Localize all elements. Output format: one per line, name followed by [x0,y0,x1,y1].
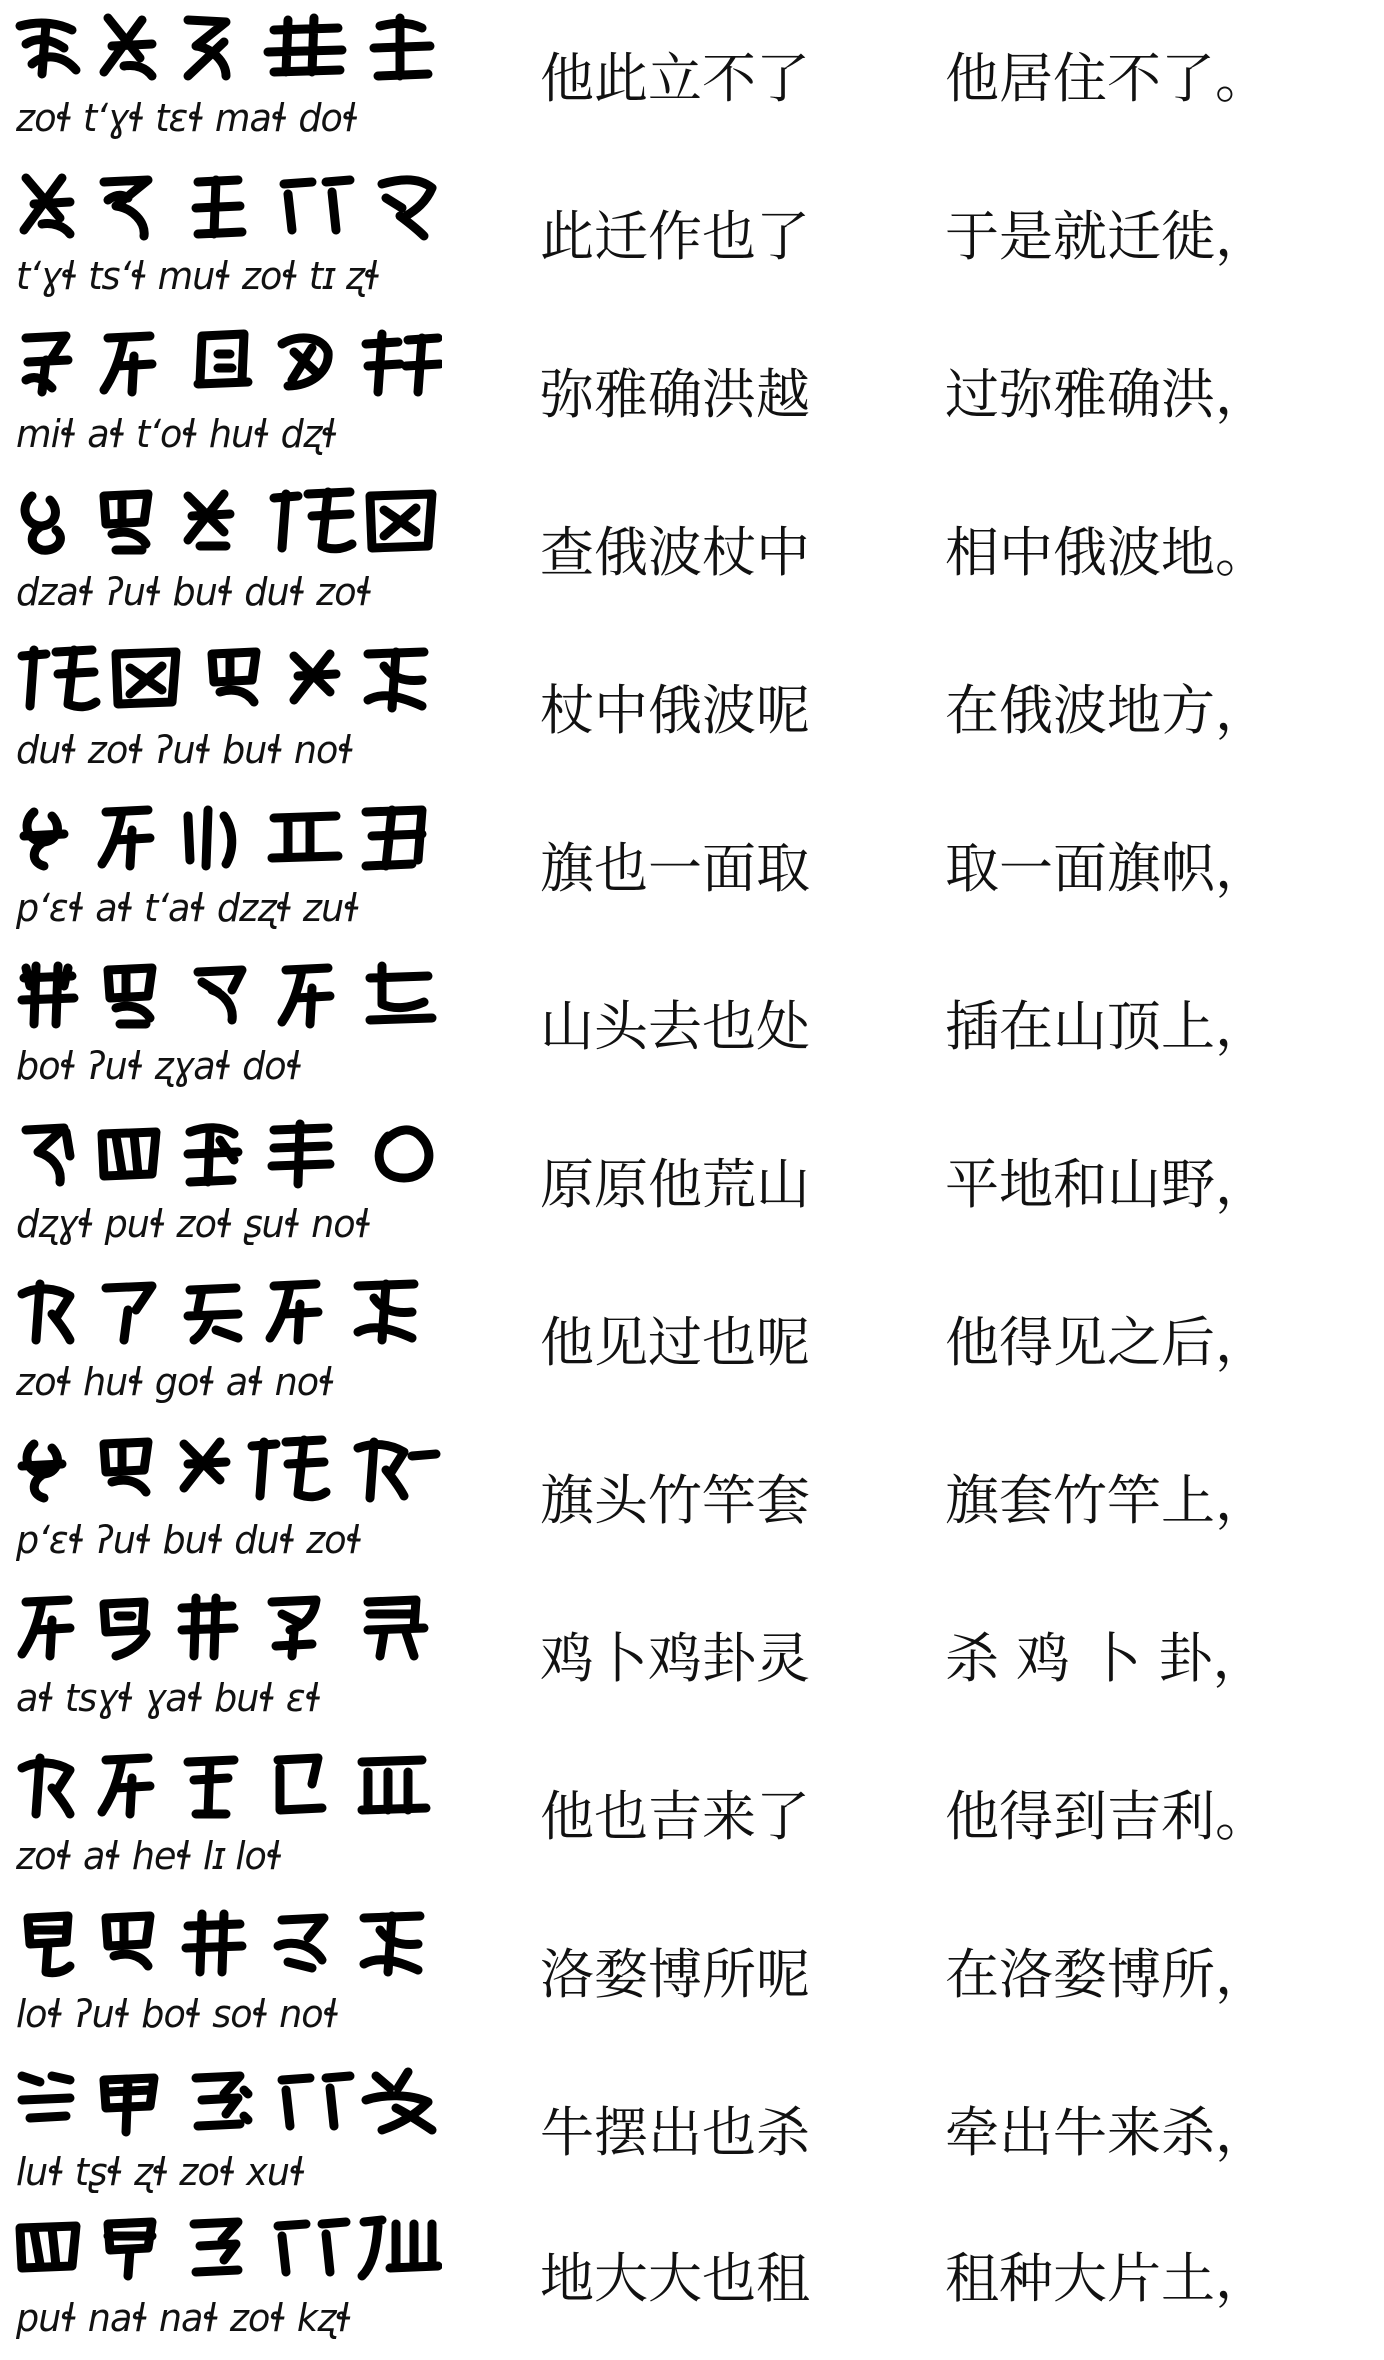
verse-row [0,2200,1384,2358]
word-gloss: 他见过也呢 [540,1311,810,1374]
translation: 于是就迁徙， [945,205,1269,268]
romanization: puɬ naɬ naɬ ᴢoɬ kʐɬ [16,2296,352,2340]
verse-row [0,632,1384,790]
romanization: dzaɬ ʔuɬ buɬ duɬ zoɬ [16,570,373,614]
yi-glyphs-image [12,164,442,246]
word-gloss: 牛摆出也杀 [540,2101,810,2164]
verse-row [0,2054,1384,2212]
word-gloss: 洛婺博所呢 [540,1943,810,2006]
word-gloss: 山头去也处 [540,995,810,1058]
romanization: dʐɣɬ puɬ ᴢoɬ ʂuɬ noɬ [16,1202,372,1246]
yi-glyphs-image [12,1902,442,1984]
verse-row [0,948,1384,1106]
translation: 旗套竹竿上， [945,1469,1269,1532]
yi-glyphs-image [12,954,442,1036]
verse-row [0,0,1384,158]
word-gloss: 原原他荒山 [540,1153,810,1216]
translation: 过弥雅确洪， [945,363,1269,426]
yi-script-line [12,638,442,784]
romanization: duɬ zoɬ ʔuɬ buɬ noɬ [16,728,355,772]
yi-script-line [12,2206,442,2352]
translation: 相中俄波地。 [945,521,1269,584]
verse-row [0,158,1384,316]
word-gloss: 鸡卜鸡卦灵 [540,1627,810,1690]
yi-script-line [12,1902,442,2048]
romanization: tʻɣɬ tsʻɬ muɬ ᴢoɬ tɪ ʐɬ [16,254,381,298]
translation: 他得到吉利。 [945,1785,1269,1848]
romanization: ᴢoɬ aɬ heɬ lɪ loɬ [16,1834,283,1878]
word-gloss: 杖中俄波呢 [540,679,810,742]
yi-glyphs-image [12,322,442,404]
translation: 他居住不了。 [945,47,1269,110]
romanization: ᴢoɬ huɬ goɬ aɬ noɬ [16,1360,335,1404]
yi-glyphs-image [12,2060,442,2142]
verse-row [0,1738,1384,1896]
yi-script-line [12,480,442,626]
word-gloss: 旗头竹竿套 [540,1469,810,1532]
yi-glyphs-image [12,480,442,562]
yi-glyphs-image [12,2206,442,2288]
romanization: pʻɛɬ ʔuɬ buɬ duɬ ᴢoɬ [16,1518,363,1562]
yi-glyphs-image [12,1428,442,1510]
romanization: ᴢoɬ tʻɣɬ tɛɬ maɬ doɬ [16,96,359,140]
romanization: luɬ tʂɬ ʐɬ ᴢoɬ xuɬ [16,2150,306,2194]
translation: 插在山顶上， [945,995,1269,1058]
translation: 牵出牛来杀， [945,2101,1269,2164]
word-gloss: 查俄波杖中 [540,521,810,584]
translation: 他得见之后， [945,1311,1269,1374]
verse-row [0,316,1384,474]
verse-row [0,1264,1384,1422]
translation: 平地和山野， [945,1153,1269,1216]
yi-glyphs-image [12,1112,442,1194]
word-gloss: 旗也一面取 [540,837,810,900]
romanization: pʻɛɬ aɬ tʻaɬ dzʐɬ ᴢuɬ [16,886,361,930]
romanization: loɬ ʔuɬ boɬ soɬ noɬ [16,1992,340,2036]
yi-script-line [12,1270,442,1416]
yi-script-line [12,1428,442,1574]
word-gloss: 他也吉来了 [540,1785,810,1848]
verse-row [0,790,1384,948]
word-gloss: 地大大也租 [540,2247,810,2310]
yi-script-line [12,1744,442,1890]
yi-glyphs-image [12,638,442,720]
yi-glyphs-image [12,6,442,88]
translation: 杀 鸡 卜 卦， [945,1627,1267,1690]
yi-script-line [12,6,442,152]
verse-row [0,1422,1384,1580]
yi-script-line [12,796,442,942]
yi-script-line [12,2060,442,2206]
translation: 租种大片土， [945,2247,1269,2310]
word-gloss: 弥雅确洪越 [540,363,810,426]
yi-glyphs-image [12,796,442,878]
yi-script-line [12,954,442,1100]
yi-glyphs-image [12,1586,442,1668]
verse-row [0,474,1384,632]
verse-row [0,1580,1384,1738]
verse-row [0,1896,1384,2054]
translation: 在洛婺博所， [945,1943,1269,2006]
verse-row [0,1106,1384,1264]
translation: 取一面旗帜， [945,837,1269,900]
yi-script-line [12,1112,442,1258]
romanization: miɬ aɬ tʻoɬ huɬ dʐɬ [16,412,338,456]
word-gloss: 他此立不了 [540,47,810,110]
yi-script-line [12,322,442,468]
romanization: aɬ tsɣɬ ɣaɬ buɬ ɛɬ [16,1676,322,1720]
yi-glyphs-image [12,1270,442,1352]
yi-script-line [12,164,442,310]
romanization: boɬ ʔuɬ ʐɣaɬ doɬ [16,1044,303,1088]
translation: 在俄波地方， [945,679,1269,742]
word-gloss: 此迁作也了 [540,205,810,268]
yi-glyphs-image [12,1744,442,1826]
yi-script-line [12,1586,442,1732]
